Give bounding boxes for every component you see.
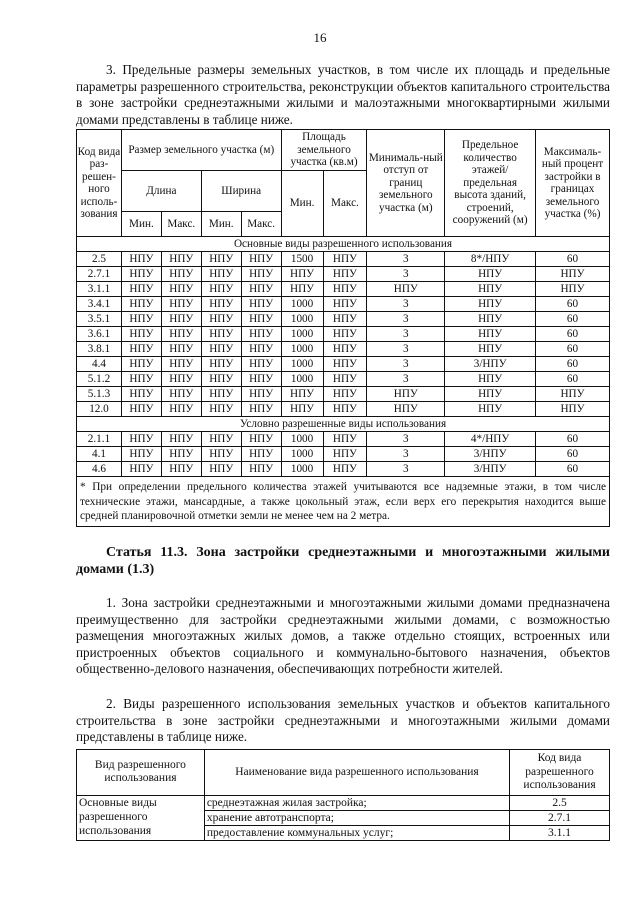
table-cell: 4.1 <box>77 447 122 462</box>
table-cell: НПУ <box>367 402 445 417</box>
table-cell: НПУ <box>161 462 201 477</box>
table-cell: 1000 <box>281 342 323 357</box>
header-area-min: Мин. <box>281 171 323 237</box>
table-cell: НПУ <box>161 312 201 327</box>
footnote-row <box>77 477 610 527</box>
header-max-floors: Предельное количество этажей/ предельная высота зданий, строений, сооружений (м) <box>445 130 536 237</box>
table-cell: НПУ <box>241 267 281 282</box>
table-row <box>77 282 610 297</box>
table-cell: НПУ <box>323 447 367 462</box>
table-cell: НПУ <box>121 372 161 387</box>
table-cell: 5.1.3 <box>77 387 122 402</box>
table-cell: НПУ <box>323 297 367 312</box>
table-cell: 3/НПУ <box>445 462 536 477</box>
table-cell: НПУ <box>323 312 367 327</box>
table-cell: НПУ <box>161 297 201 312</box>
table-cell: 12.0 <box>77 402 122 417</box>
table-row <box>77 327 610 342</box>
table-cell: 3 <box>367 312 445 327</box>
table-row <box>77 432 610 447</box>
table-cell: 3 <box>367 372 445 387</box>
table-cell: НПУ <box>241 372 281 387</box>
table-cell: НПУ <box>241 462 281 477</box>
paragraph-2: 2. Виды разрешенного использования земельных участков и объектов капитального строительства в зоне застройки среднеэтажными и многоэтажными жилыми домами представлены в таблице ниже. <box>76 696 610 744</box>
header-area-max: Макс. <box>323 171 367 237</box>
table-cell: НПУ <box>241 387 281 402</box>
header-width: Ширина <box>201 171 281 212</box>
table-cell: 3/НПУ <box>445 447 536 462</box>
table-cell: 3 <box>367 432 445 447</box>
table-row <box>77 372 610 387</box>
table-cell: НПУ <box>161 372 201 387</box>
header-plot-size: Размер земельного участка (м) <box>121 130 281 171</box>
table-cell: 3 <box>367 297 445 312</box>
table-cell: НПУ <box>121 462 161 477</box>
table-cell: НПУ <box>201 447 241 462</box>
table-cell: НПУ <box>241 312 281 327</box>
page-number: 16 <box>313 30 327 45</box>
table-cell: НПУ <box>281 282 323 297</box>
table-cell: 8*/НПУ <box>445 252 536 267</box>
table-cell: НПУ <box>121 357 161 372</box>
table-cell: НПУ <box>201 327 241 342</box>
table-cell: 1000 <box>281 297 323 312</box>
table-cell: НПУ <box>121 447 161 462</box>
table-row <box>77 252 610 267</box>
table-cell: 60 <box>536 372 610 387</box>
table-cell: НПУ <box>323 372 367 387</box>
table-cell: 3 <box>367 357 445 372</box>
permitted-uses-table <box>76 749 610 841</box>
table-cell: 2.1.1 <box>77 432 122 447</box>
table-cell: НПУ <box>241 297 281 312</box>
table-cell: 1000 <box>281 312 323 327</box>
header-code: Код вида раз-решен-ного исполь-зования <box>77 130 122 237</box>
table-cell: НПУ <box>121 432 161 447</box>
uses-group-main: Основные виды разрешенного использования <box>77 795 205 840</box>
uses-header-code: Код вида разрешенного использования <box>510 750 610 796</box>
table-cell: НПУ <box>323 387 367 402</box>
table-cell: НПУ <box>241 282 281 297</box>
table-cell: НПУ <box>241 342 281 357</box>
table-cell: 3 <box>367 267 445 282</box>
use-code: 3.1.1 <box>510 825 610 840</box>
table-cell: 1000 <box>281 357 323 372</box>
table-row <box>77 447 610 462</box>
table-cell: 60 <box>536 432 610 447</box>
table-cell: 60 <box>536 357 610 372</box>
table-cell: 60 <box>536 327 610 342</box>
table-cell: НПУ <box>201 402 241 417</box>
header-length-max: Макс. <box>161 212 201 237</box>
header-width-min: Мин. <box>201 212 241 237</box>
paragraph-1: 1. Зона застройки среднеэтажными и многоэтажными жилыми домами предназначена преимущественно для застройки среднеэтажными жилыми домами, с возможностью размещения многоэтажных жилых домов, а также отдельно стоящих, встроенных или пристроенных объектов социального и коммунально-бытового назначения, объектов общественно-делового назначения, обеспечивающих потребности жителей. <box>76 595 610 676</box>
table-cell: НПУ <box>201 282 241 297</box>
table-cell: НПУ <box>241 402 281 417</box>
table-cell: НПУ <box>201 462 241 477</box>
table-cell: НПУ <box>281 267 323 282</box>
table-row <box>77 795 610 810</box>
uses-header-name: Наименование вида разрешенного использования <box>204 750 509 796</box>
table-cell: НПУ <box>201 432 241 447</box>
table-cell: 3.8.1 <box>77 342 122 357</box>
table-cell: НПУ <box>161 327 201 342</box>
table-cell: НПУ <box>241 447 281 462</box>
table-cell: НПУ <box>281 387 323 402</box>
table-cell: НПУ <box>121 342 161 357</box>
table-cell: НПУ <box>536 387 610 402</box>
table-cell: 3.1.1 <box>77 282 122 297</box>
table-cell: НПУ <box>201 252 241 267</box>
table-cell: НПУ <box>121 297 161 312</box>
table-cell: НПУ <box>121 387 161 402</box>
table-cell: НПУ <box>323 342 367 357</box>
table-cell: 60 <box>536 447 610 462</box>
table-cell: 1000 <box>281 432 323 447</box>
table-cell: НПУ <box>241 357 281 372</box>
table-cell: НПУ <box>323 252 367 267</box>
table-row <box>77 342 610 357</box>
section-row-main <box>77 237 610 252</box>
table-cell: 1000 <box>281 447 323 462</box>
table-cell: НПУ <box>281 402 323 417</box>
table-cell: НПУ <box>323 402 367 417</box>
table-cell: НПУ <box>121 267 161 282</box>
table-cell: 3.5.1 <box>77 312 122 327</box>
intro-paragraph: 3. Предельные размеры земельных участков, в том числе их площадь и предельные параметры разрешенного строительства, реконструкции объектов капитального строительства в зоне застройки среднеэтажными жилыми и малоэтажными многоквартирными жилыми домами представлены в таблице ниже. <box>76 62 610 127</box>
table-row <box>77 462 610 477</box>
table-cell: НПУ <box>323 282 367 297</box>
table-cell: 60 <box>536 342 610 357</box>
table-cell: НПУ <box>241 252 281 267</box>
table-cell: НПУ <box>241 327 281 342</box>
article-heading: Статья 11.3. Зона застройки среднеэтажными и многоэтажными жилыми домами (1.3) <box>76 545 610 577</box>
table-cell: 4*/НПУ <box>445 432 536 447</box>
table-cell: НПУ <box>241 432 281 447</box>
table-cell: 60 <box>536 312 610 327</box>
table-cell: НПУ <box>201 297 241 312</box>
table-cell: 1500 <box>281 252 323 267</box>
table-cell: НПУ <box>323 432 367 447</box>
table-cell: НПУ <box>161 357 201 372</box>
header-max-coverage: Максималь-ный процент застройки в границах земельного участка (%) <box>536 130 610 237</box>
table-row <box>77 402 610 417</box>
table-row <box>77 297 610 312</box>
table-cell: 3 <box>367 462 445 477</box>
table-row <box>77 387 610 402</box>
table-cell: НПУ <box>445 267 536 282</box>
header-min-setback: Минималь-ный отступ от границ земельного участка (м) <box>367 130 445 237</box>
table-cell: 1000 <box>281 372 323 387</box>
use-name: среднеэтажная жилая застройка; <box>204 795 509 810</box>
table-cell: 5.1.2 <box>77 372 122 387</box>
table-cell: НПУ <box>161 342 201 357</box>
table-cell: 3 <box>367 252 445 267</box>
table-cell: 3/НПУ <box>445 357 536 372</box>
table-cell: 3.4.1 <box>77 297 122 312</box>
table-cell: НПУ <box>323 357 367 372</box>
table-cell: 1000 <box>281 327 323 342</box>
table-cell: НПУ <box>161 252 201 267</box>
table-cell: 4.4 <box>77 357 122 372</box>
section-main-label: Основные виды разрешенного использования <box>77 237 610 252</box>
table-cell: НПУ <box>121 402 161 417</box>
table-cell: НПУ <box>367 387 445 402</box>
header-width-max: Макс. <box>241 212 281 237</box>
table-cell: 3 <box>367 447 445 462</box>
use-name: предоставление коммунальных услуг; <box>204 825 509 840</box>
table-cell: НПУ <box>445 372 536 387</box>
table-cell: НПУ <box>445 312 536 327</box>
table-cell: НПУ <box>201 372 241 387</box>
table-cell: НПУ <box>161 267 201 282</box>
table-cell: НПУ <box>121 282 161 297</box>
table-cell: НПУ <box>536 282 610 297</box>
table-cell: НПУ <box>323 267 367 282</box>
table-cell: НПУ <box>323 462 367 477</box>
table-cell: НПУ <box>445 297 536 312</box>
footnote-text: * При определении предельного количества этажей учитываются все надземные этажи, в том числе технические этажи, мансардные, а также цокольный этаж, если верх его перекрытия находится выше средней планировочной отметки земли не менее чем на 2 метра. <box>77 477 610 527</box>
table-cell: 60 <box>536 297 610 312</box>
zone-limits-table <box>76 129 610 527</box>
table-cell: НПУ <box>445 387 536 402</box>
table-cell: 1000 <box>281 462 323 477</box>
table-row <box>77 267 610 282</box>
table-cell: НПУ <box>536 402 610 417</box>
header-length-min: Мин. <box>121 212 161 237</box>
table-cell: НПУ <box>201 342 241 357</box>
table-cell: НПУ <box>161 387 201 402</box>
header-area: Площадь земельного участка (кв.м) <box>281 130 367 171</box>
table-cell: НПУ <box>161 432 201 447</box>
section-conditional-label: Условно разрешенные виды использования <box>77 417 610 432</box>
table-cell: 2.5 <box>77 252 122 267</box>
table-cell: НПУ <box>121 252 161 267</box>
table-cell: 60 <box>536 462 610 477</box>
table-cell: НПУ <box>367 282 445 297</box>
table-cell: НПУ <box>323 327 367 342</box>
header-length: Длина <box>121 171 201 212</box>
table-cell: 3.6.1 <box>77 327 122 342</box>
table-row <box>77 357 610 372</box>
table-cell: НПУ <box>536 267 610 282</box>
table-cell: НПУ <box>201 312 241 327</box>
table-cell: НПУ <box>201 267 241 282</box>
use-name: хранение автотранспорта; <box>204 810 509 825</box>
table-cell: НПУ <box>201 387 241 402</box>
table-cell: НПУ <box>445 402 536 417</box>
table-cell: НПУ <box>121 312 161 327</box>
section-row-conditional <box>77 417 610 432</box>
table-cell: НПУ <box>161 402 201 417</box>
table-cell: НПУ <box>161 282 201 297</box>
table-cell: 2.7.1 <box>77 267 122 282</box>
use-code: 2.5 <box>510 795 610 810</box>
table-cell: НПУ <box>445 342 536 357</box>
table-cell: 3 <box>367 342 445 357</box>
table-cell: НПУ <box>445 327 536 342</box>
table-cell: НПУ <box>121 327 161 342</box>
table-row <box>77 312 610 327</box>
use-code: 2.7.1 <box>510 810 610 825</box>
table-cell: НПУ <box>201 357 241 372</box>
table-cell: 4.6 <box>77 462 122 477</box>
table-cell: 60 <box>536 252 610 267</box>
table-cell: НПУ <box>445 282 536 297</box>
table-cell: НПУ <box>161 447 201 462</box>
uses-header-type: Вид разрешенного использования <box>77 750 205 796</box>
table-cell: 3 <box>367 327 445 342</box>
